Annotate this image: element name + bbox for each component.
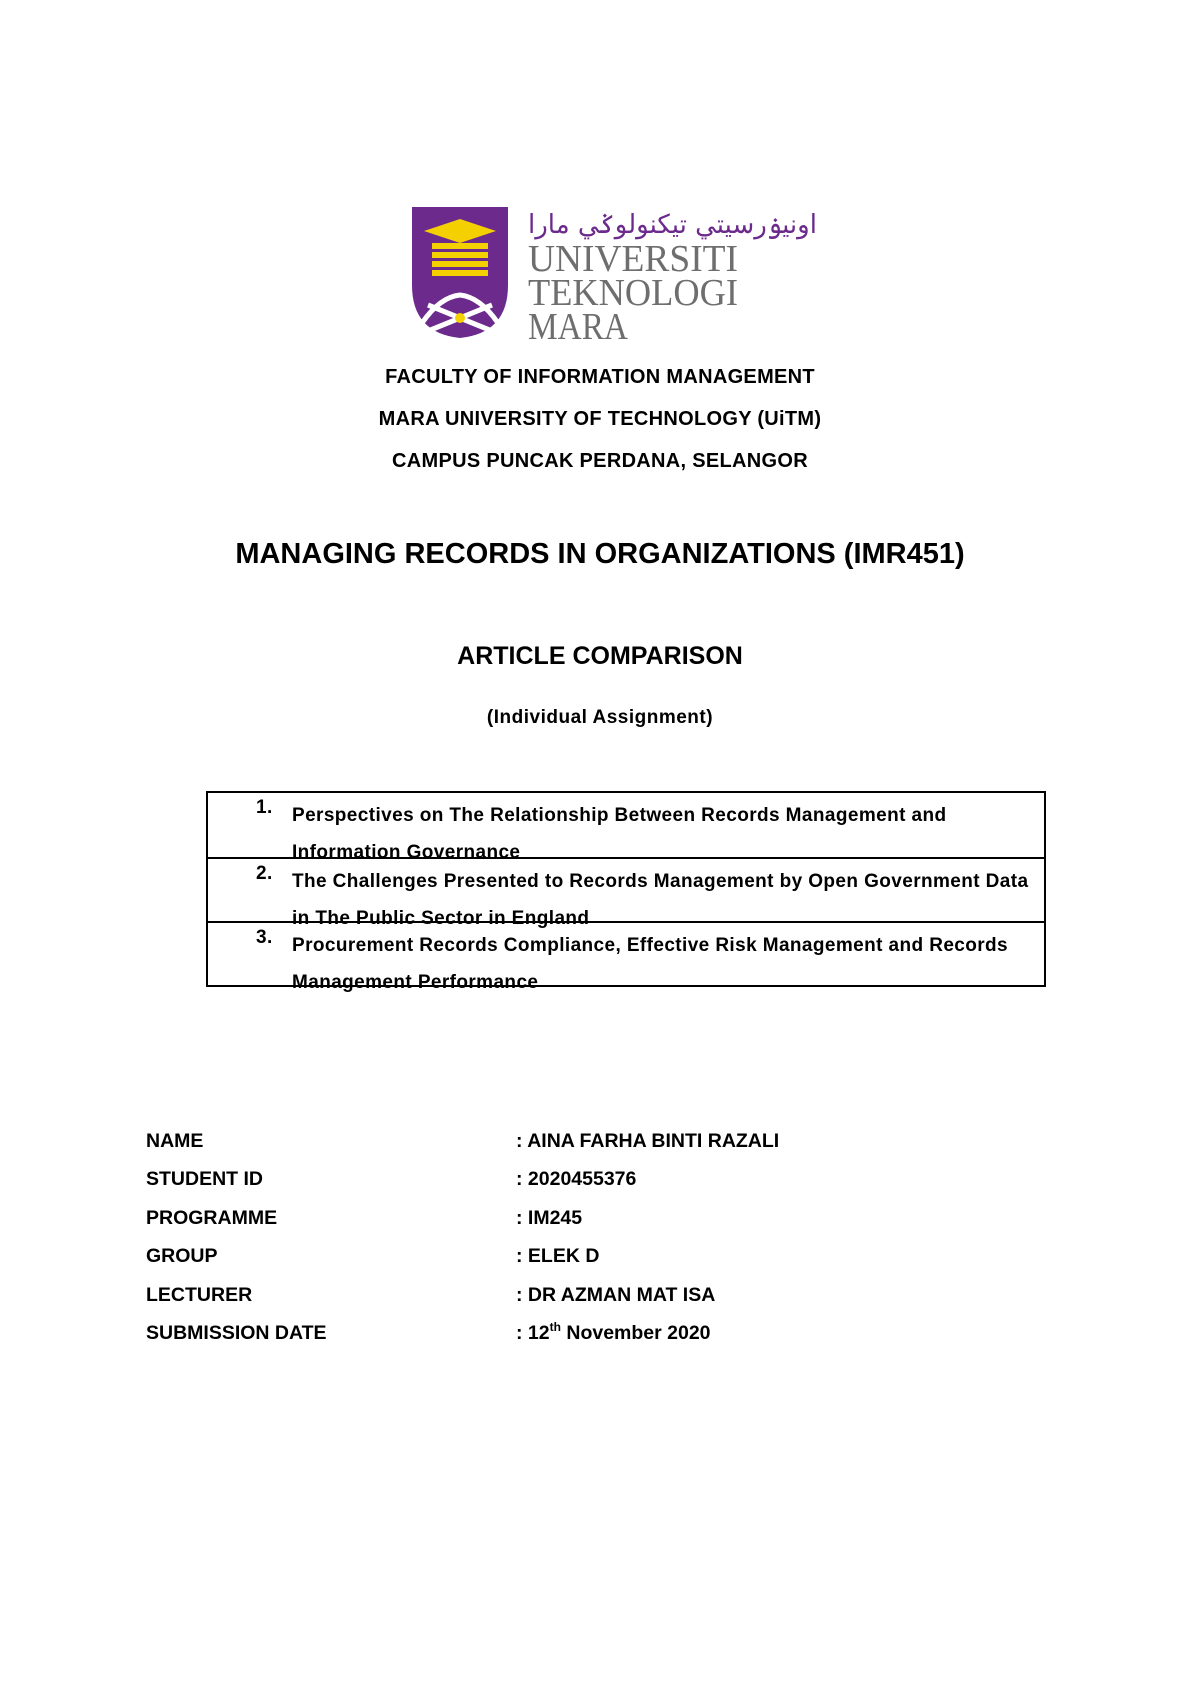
info-row-lecturer — [146, 1284, 1046, 1322]
campus-name: CAMPUS PUNCAK PERDANA, SELANGOR — [392, 450, 808, 472]
date-rest: November 2020 — [560, 1321, 711, 1344]
article-number: 3. — [256, 927, 273, 948]
article-row — [208, 793, 1044, 863]
info-row-student-id — [146, 1168, 1046, 1206]
articles-table — [206, 791, 1046, 993]
info-value: : 2020455376 — [516, 1168, 637, 1191]
info-row-group — [146, 1245, 1046, 1283]
info-value: : AINA FARHA BINTI RAZALI — [516, 1130, 780, 1152]
info-label: PROGRAMME — [146, 1206, 278, 1229]
assignment-title: ARTICLE COMPARISON — [457, 642, 743, 670]
info-row-name — [146, 1130, 1046, 1168]
article-number: 1. — [256, 797, 273, 818]
info-value: : ELEK D — [516, 1245, 600, 1268]
student-info — [146, 1130, 1046, 1360]
article-row — [208, 857, 1044, 929]
info-label: NAME — [146, 1130, 204, 1152]
article-title: Perspectives on The Relationship Between Records Management and Information Governance — [292, 805, 947, 863]
logo-jawi-text: اونيۏرسيتي تيكنولوݢي مارا — [528, 210, 817, 240]
assignment-type: (Individual Assignment) — [486, 707, 714, 728]
uitm-logo — [410, 205, 817, 348]
info-row-submission-date — [146, 1319, 1046, 1360]
info-value — [516, 1319, 711, 1345]
faculty-name: FACULTY OF INFORMATION MANAGEMENT — [385, 366, 815, 388]
info-value: : DR AZMAN MAT ISA — [516, 1283, 716, 1306]
university-name: MARA UNIVERSITY OF TECHNOLOGY (UiTM) — [378, 408, 822, 430]
course-title: MANAGING RECORDS IN ORGANIZATIONS (IMR451) — [235, 538, 965, 570]
logo-line-2: TEKNOLOGI — [528, 272, 738, 314]
uitm-shield-logo — [412, 207, 508, 338]
info-label: STUDENT ID — [146, 1168, 263, 1191]
info-label: SUBMISSION DATE — [146, 1321, 327, 1344]
article-row — [208, 921, 1044, 993]
article-title: Procurement Records Compliance, Effective Risk Management and Records Management Performance — [292, 935, 1009, 993]
info-label: LECTURER — [146, 1283, 253, 1306]
date-day: : 12 — [516, 1321, 550, 1344]
article-title: The Challenges Presented to Records Management by Open Government Data in The Public Sector in England — [292, 871, 1029, 929]
info-value: : IM245 — [516, 1206, 583, 1229]
article-number: 2. — [256, 863, 273, 884]
info-row-programme — [146, 1207, 1046, 1245]
logo-line-3: MARA — [528, 306, 629, 348]
logo-line-1: UNIVERSITI — [528, 238, 738, 280]
info-label: GROUP — [146, 1245, 218, 1268]
date-ordinal: th — [549, 1319, 561, 1334]
